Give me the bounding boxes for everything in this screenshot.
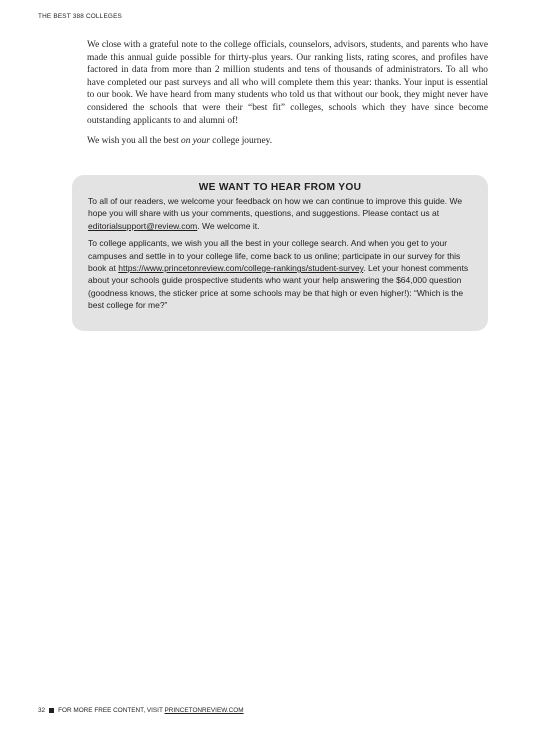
applicants-text: To college applicants, we wish you all the best in your college search. And when you get to your campuses and settle in to your college life, come back to us online; participate in our survey for this book at xyxy=(88,238,461,274)
wish-text-end: college journey. xyxy=(209,136,273,147)
square-bullet-icon xyxy=(49,708,54,713)
footer-text xyxy=(58,707,243,714)
page-number: 32 xyxy=(38,707,46,714)
running-head: THE BEST 388 COLLEGES xyxy=(38,13,122,20)
callout-paragraph-readers xyxy=(88,195,472,232)
survey-link[interactable]: https://www.princetonreview.com/college-rankings/student-survey xyxy=(118,263,364,274)
callout-title: WE WANT TO HEAR FROM YOU xyxy=(198,182,362,193)
callout-paragraph-applicants xyxy=(88,237,472,311)
wish-paragraph xyxy=(87,135,488,148)
footer-website-link[interactable]: PRINCETONREVIEW.COM xyxy=(164,707,244,714)
footer-label: FOR MORE FREE CONTENT, VISIT xyxy=(58,707,165,714)
closing-paragraph: We close with a grateful note to the college officials, counselors, advisors, students, and parents who have made this annual guide possible for thirty-plus years. Our ranking lists, rating scores, and profiles have factored in data from more than 2 million students and tens of thousands of administrators. To all who have completed our past surveys and all who will complete them this year: thanks. Your input is essential to our book. We have heard from many students who told us that without our book, they might never have considered the schools that were their “best fit” colleges, schools which they have since become outstanding applicants to and alumni of! xyxy=(87,40,488,126)
feedback-callout-box xyxy=(72,175,488,331)
wish-text-emphasis: on your xyxy=(181,136,210,147)
body-text xyxy=(87,39,488,156)
wish-text-start: We wish you all the best xyxy=(87,136,182,147)
readers-text: To all of our readers, we welcome your feedback on how we can continue to improve this guide. We hope you will share with us your comments, questions, and suggestions. Please contact us at xyxy=(88,196,463,219)
readers-text-end: . We welcome it. xyxy=(197,220,260,231)
page-footer xyxy=(38,707,244,714)
email-link[interactable]: editorialsupport@review.com xyxy=(88,220,198,231)
applicants-text-end: . Let your honest comments about your schools guide prospective students who want your help answering the $64,000 question (goodness knows, the sticker price at some schools may be that high or even higher!): “Which is the best college for me?” xyxy=(88,263,469,311)
